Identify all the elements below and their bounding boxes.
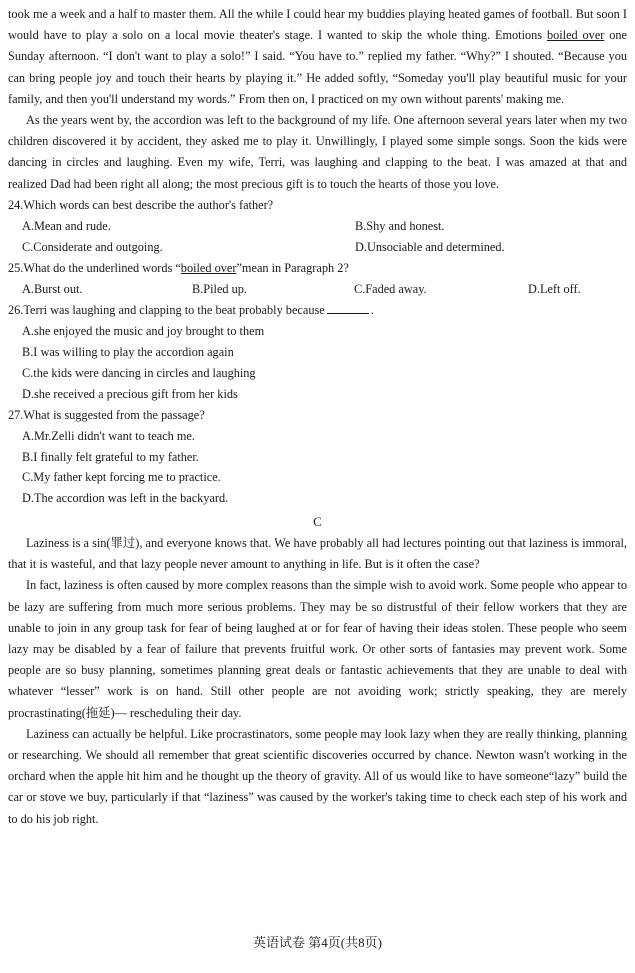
question-24-option-c: C.Considerate and outgoing. bbox=[22, 240, 163, 255]
question-25-option-d: D.Left off. bbox=[528, 282, 581, 297]
question-25-options bbox=[8, 279, 627, 300]
question-24-options-row-2 bbox=[8, 237, 627, 258]
question-24-option-a: A.Mean and rude. bbox=[22, 219, 111, 234]
question-26-option-b: B.I was willing to play the accordion again bbox=[22, 345, 234, 360]
question-27-stem: 27.What is suggested from the passage? bbox=[8, 407, 205, 422]
question-24-stem: 24.Which words can best describe the author's father? bbox=[8, 197, 274, 212]
question-24-option-d: D.Unsociable and determined. bbox=[355, 240, 505, 255]
section-c-paragraph-3: Laziness can actually be helpful. Like procrastinators, some people may look lazy when they are really thinking, planning or researching. We should all remember that great scientific discoveries occurred by chance. Newton wasn't working in the orchard when the apple hit him and he thought up the theory of gravity. All of us would like to have someone“lazy” build the car or stove we buy, particularly if that “laziness” was caused by the worker's taking time to check each step of his work and to do his job right. bbox=[8, 726, 627, 826]
underlined-phrase: boiled over bbox=[546, 28, 605, 43]
question-25-option-a: A.Burst out. bbox=[22, 282, 83, 297]
question-27-option-a: A.Mr.Zelli didn't want to teach me. bbox=[22, 428, 195, 443]
question-26-option-d: D.she received a precious gift from her kids bbox=[22, 386, 238, 401]
question-25-option-b: B.Piled up. bbox=[192, 282, 247, 297]
passage-b-paragraph-2: As the years went by, the accordion was left to the background of my life. One afternoon several years later when my two children discovered it by accident, they asked me to play it. Unwillingly, I played some simple songs. Soon the kids were dancing in circles and laughing. Even my wife, Terri, was laughing and clapping to the beat. I was amazed at that and realized Dad had been right all along; the most precious gift is to touch the hearts of those you love. bbox=[8, 113, 627, 191]
question-26-stem: 26.Terri was laughing and clapping to the beat probably because . bbox=[8, 303, 374, 318]
answer-blank bbox=[327, 302, 369, 314]
section-c-paragraph-1: Laziness is a sin(罪过), and everyone knows that. We have probably all had lectures pointing out that laziness is immoral, that it is wasteful, and that lazy people never amount to anything in life. But is it often the case? bbox=[8, 536, 627, 572]
question-27-option-c: C.My father kept forcing me to practice. bbox=[22, 470, 221, 485]
section-c-heading: C bbox=[313, 514, 322, 530]
question-25-option-c: C.Faded away. bbox=[354, 282, 427, 297]
question-26-option-c: C.the kids were dancing in circles and laughing bbox=[22, 366, 256, 381]
question-26-option-a: A.she enjoyed the music and joy brought to them bbox=[22, 324, 265, 339]
question-24-options-row-1 bbox=[8, 216, 627, 237]
question-25-stem: 25.What do the underlined words “boiled over”mean in Paragraph 2? bbox=[8, 261, 349, 276]
question-27-option-b: B.I finally felt grateful to my father. bbox=[22, 449, 199, 464]
question-27-option-d: D.The accordion was left in the backyard. bbox=[22, 491, 229, 506]
page-footer: 英语试卷 第4页(共8页) bbox=[253, 935, 382, 950]
section-c-paragraph-2: In fact, laziness is often caused by more complex reasons than the simple wish to avoid work. Some people who appear to be lazy are suffering from much more serious problems. They may be so distrustful of their fellow workers that they are unable to join in any group task for fear of being laughed at or for fear of having their ideas stolen. These people who seem lazy may be disabled by a fear of failure that prevents fruitful work. Or other sorts of fantasies may prevent work. Some people are so busy planning, sometimes planning great deals or fantastic achievements that they are unable to deal with whatever “lesser” work is on hand. Still other people are not avoiding work; strictly speaking, they are merely procrastinating(拖延)— rescheduling their day. bbox=[8, 578, 627, 720]
passage-b-paragraph-1: took me a week and a half to master them. All the while I could hear my buddies playing heated games of football. But soon I would have to play a solo on a local movie theater's stage. I wanted to skip the whole thing. Emotions boiled over one Sunday afternoon. “I don't want to play a solo!” I said. “You have to.” replied my father. “Why?” I shouted. “Because you can bring people joy and touch their hearts by playing it.” He added softly, “Someday you'll play beautiful music for your family, and then you'll understand my words.” From then on, I practiced on my own without parents' making me. bbox=[8, 7, 627, 106]
question-24-option-b: B.Shy and honest. bbox=[355, 219, 445, 234]
